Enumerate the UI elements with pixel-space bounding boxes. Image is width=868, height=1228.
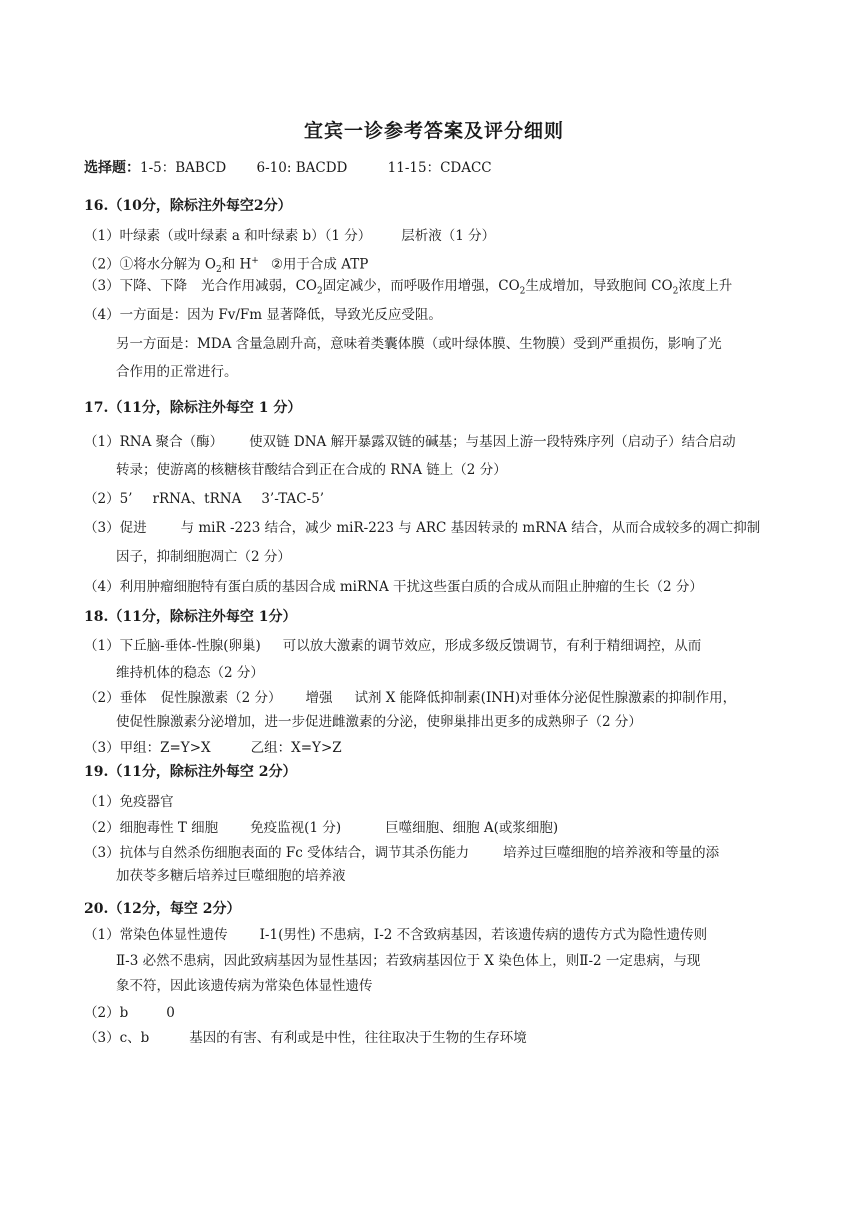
q18-answer-2c: 增强 (305, 690, 333, 706)
choice-answers (84, 158, 492, 178)
q16-answer-3d: 生成增加，导致胞间 CO (525, 278, 673, 294)
q16-answer-2b: 和 H (221, 256, 252, 273)
q17-answer-1-cont: 转录；使游离的核糖核苷酸结合到正在合成的 RNA 链上（2 分） (116, 462, 507, 478)
q17-answer-1b: 使双链 DNA 解开暴露双链的碱基；与基因上游一段特殊序列（启动子）结合启动 (249, 434, 736, 450)
q17-answer-3 (84, 518, 760, 538)
q18-answer-2-cont: 使促性腺激素分泌增加，进一步促进雌激素的分泌，使卵巢排出更多的成熟卵子（2 分） (116, 714, 642, 730)
choice-group-3: 11-15：CDACC (387, 160, 492, 176)
q16-answer-3b: 光合作用减弱，CO (201, 278, 317, 294)
q20-answer-2 (84, 1003, 175, 1023)
q17-answer-3-cont: 因子，抑制细胞凋亡（2 分） (116, 549, 291, 565)
q18-answer-1-cont: 维持机体的稳态（2 分） (116, 665, 264, 681)
q16-answer-2a: （2）①将水分解为 O (84, 256, 216, 273)
q16-answer-3e: 浓度上升 (678, 278, 733, 294)
choice-label: 选择题： (84, 160, 140, 176)
q16-answer-1 (84, 226, 495, 246)
q16-answer-1a: （1）叶绿素（或叶绿素 a 和叶绿素 b）（1 分） (84, 228, 372, 244)
q20-heading: 20.（12分，每空 2分） (84, 901, 241, 917)
q16-answer-2-sub: 2 (215, 265, 222, 276)
q19-answer-3b: 培养过巨噬细胞的培养液和等量的添 (503, 845, 720, 861)
q19-answer-3a: （3）抗体与自然杀伤细胞表面的 Fc 受体结合，调节其杀伤能力 (84, 845, 470, 861)
q19-answer-2c: 巨噬细胞、细胞 A(或浆细胞) (385, 820, 559, 836)
q20-answer-1 (84, 925, 707, 945)
q18-heading: 18.（11分，除标注外每空 1分） (84, 609, 297, 625)
q18-answer-2d: 试剂 X 能降低抑制素(INH)对垂体分泌促性腺激素的抑制作用， (354, 690, 737, 706)
q17-heading: 17.（11分，除标注外每空 1 分） (84, 400, 302, 416)
q16-answer-4: （4）一方面是：因为 Fv/Fm 显著降低，导致光反应受阻。 (84, 307, 442, 323)
page-title: 宜宾一诊参考答案及评分细则 (303, 120, 564, 142)
q20-answer-1a: （1）常染色体显性遗传 (84, 927, 228, 943)
q17-answer-2 (84, 489, 324, 509)
q16-answer-1b: 层析液（1 分） (401, 228, 496, 244)
q20-answer-3 (84, 1028, 527, 1048)
q16-answer-3c: 固定减少，而呼吸作用增强，CO (322, 278, 520, 294)
q18-answer-2 (84, 688, 736, 708)
q16-answer-2c: ②用于合成 ATP (270, 256, 369, 273)
q16-answer-2-sup: + (251, 256, 259, 266)
q17-answer-3a: （3）促进 (84, 520, 147, 536)
q18-answer-1b: 可以放大激素的调节效应，形成多级反馈调节，有利于精细调控，从而 (282, 638, 702, 654)
q18-answer-1 (84, 636, 701, 656)
q19-answer-3-cont: 加茯苓多糖后培养过巨噬细胞的培养液 (116, 868, 346, 884)
q19-answer-2a: （2）细胞毒性 T 细胞 (84, 820, 219, 836)
q20-answer-1-cont1: Ⅱ-3 必然不患病，因此致病基因为显性基因；若致病基因位于 X 染色体上，则Ⅱ-2 一定患病，与现 (116, 953, 701, 969)
q16-answer-3-sub3: 2 (672, 286, 679, 297)
q17-answer-2b: rRNA、tRNA (152, 491, 242, 507)
choice-group-1: 1-5：BABCD (140, 160, 227, 176)
q16-answer-3-sub2: 2 (519, 286, 526, 297)
q16-answer-3 (84, 276, 732, 302)
q17-answer-2c: 3’-TAC-5’ (261, 491, 325, 507)
q19-answer-1: （1）免疫器官 (84, 794, 174, 810)
q20-answer-2a: （2）b (84, 1005, 129, 1021)
q18-answer-2b: 促性腺激素（2 分） (160, 690, 282, 706)
q16-answer-3-sub1: 2 (317, 286, 323, 297)
q18-answer-3b: 乙组：X=Y>Z (250, 740, 342, 756)
q19-answer-2b: 免疫监视(1 分) (250, 820, 342, 836)
q20-answer-3a: （3）c、b (84, 1030, 150, 1046)
q19-heading: 19.（11分，除标注外每空 2分） (84, 764, 297, 780)
q17-answer-3b: 与 miR -223 结合，减少 miR-223 与 ARC 基因转录的 mRNA 结合，从而合成较多的凋亡抑制 (180, 520, 761, 536)
q19-answer-2 (84, 818, 558, 838)
q16-answer-4-cont1: 另一方面是：MDA 含量急剧升高，意味着类囊体膜（或叶绿体膜、生物膜）受到严重损伤，影响了光 (116, 336, 722, 352)
q19-answer-3 (84, 843, 719, 863)
q18-answer-3a: （3）甲组：Z=Y>X (84, 740, 211, 756)
q17-answer-1a: （1）RNA 聚合（酶） (84, 434, 224, 450)
q18-answer-3 (84, 738, 342, 758)
q17-answer-1 (84, 432, 736, 452)
choice-group-2: 6-10: BACDD (256, 160, 348, 176)
q18-answer-1a: （1）下丘脑-垂体-性腺(卵巢) (84, 638, 261, 654)
q16-answer-3a: （3）下降、下降 (84, 278, 188, 294)
q20-answer-1-cont2: 象不符，因此该遗传病为常染色体显性遗传 (116, 978, 373, 994)
q16-answer-4-cont2: 合作用的正常进行。 (116, 364, 238, 380)
q17-answer-2a: （2）5’ (84, 491, 133, 507)
q16-heading: 16.（10分，除标注外每空2分） (84, 198, 292, 214)
q20-answer-2b: 0 (166, 1005, 175, 1021)
q18-answer-2a: （2）垂体 (84, 690, 147, 706)
q20-answer-1b: Ⅰ-1(男性) 不患病，Ⅰ-2 不含致病基因，若该遗传病的遗传方式为隐性遗传则 (259, 927, 708, 943)
q17-answer-4: （4）利用肿瘤细胞特有蛋白质的基因合成 miRNA 干扰这些蛋白质的合成从而阻止肿瘤的生长（2 分） (84, 579, 703, 595)
q20-answer-3b: 基因的有害、有利或是中性，往往取决于生物的生存环境 (189, 1030, 527, 1046)
